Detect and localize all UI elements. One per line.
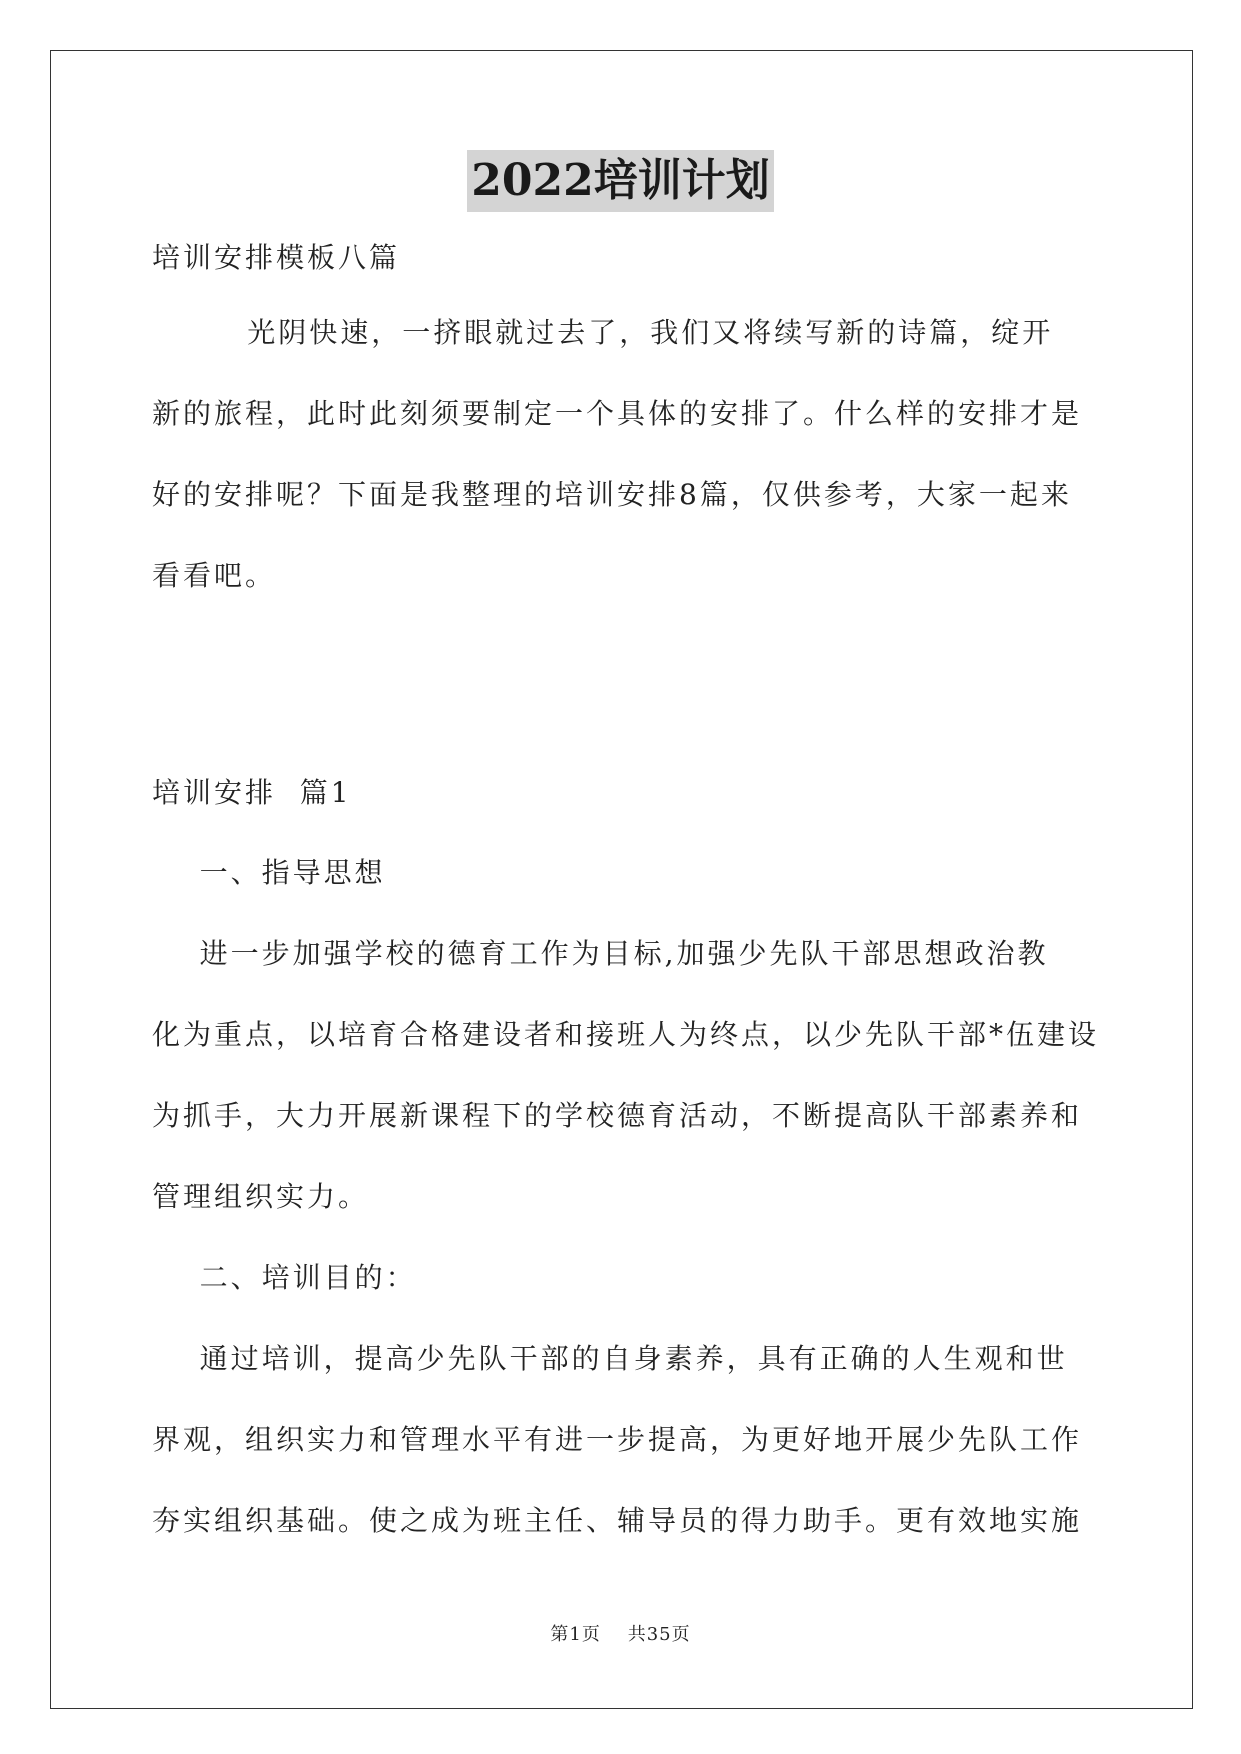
section-heading-text: 培训安排 篇1 <box>152 776 352 809</box>
page-number-footer: 第1页 共35页 <box>550 1624 691 1645</box>
intro-line: 新的旅程，此时此刻须要制定一个具体的安排了。什么样的安排才是 <box>152 397 1083 430</box>
heading-guiding-thought: 一、指导思想 <box>152 856 386 889</box>
body-line: 管理组织实力。 <box>152 1180 370 1213</box>
body-line: 夯实组织基础。使之成为班主任、辅导员的得力助手。更有效地实施 <box>152 1504 1083 1537</box>
body-line: 为抓手，大力开展新课程下的学校德育活动，不断提高队干部素养和 <box>152 1099 1083 1132</box>
body-line: 进一步加强学校的德育工作为目标,加强少先队干部思想政治教 <box>152 937 1049 970</box>
body-line: 化为重点，以培育合格建设者和接班人为终点，以少先队干部*伍建设 <box>152 1018 1100 1051</box>
title-container <box>0 150 1241 212</box>
body-line: 界观，组织实力和管理水平有进一步提高，为更好地开展少先队工作 <box>152 1423 1083 1456</box>
document-title: 2022培训计划 <box>467 150 773 212</box>
section-heading <box>152 752 1092 833</box>
body-line: 通过培训，提高少先队干部的自身素养，具有正确的人生观和世 <box>152 1342 1068 1375</box>
intro-line: 光阴快速，一挤眼就过去了，我们又将续写新的诗篇，绽开 <box>152 316 1054 349</box>
section-body <box>152 832 1100 1561</box>
intro-line: 好的安排呢？下面是我整理的培训安排8篇，仅供参考，大家一起来 <box>152 478 1072 511</box>
document-subtitle: 培训安排模板八篇 <box>152 241 401 274</box>
intro-paragraph <box>152 292 1092 616</box>
heading-training-purpose: 二、培训目的： <box>152 1261 417 1294</box>
intro-line: 看看吧。 <box>152 559 277 592</box>
